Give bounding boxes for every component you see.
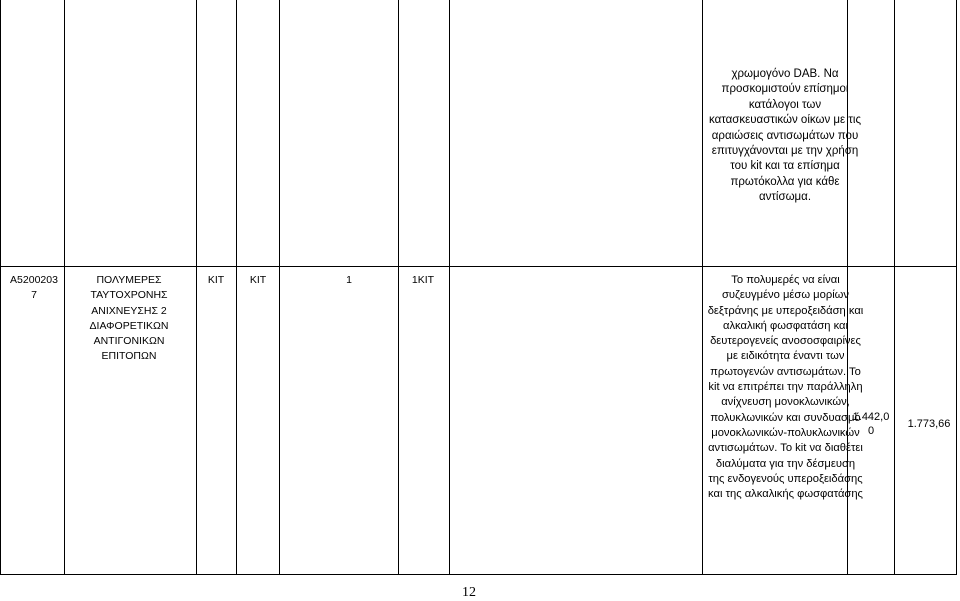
row-line-1: [0, 574, 957, 575]
col-line-4: [279, 0, 280, 575]
row2-unit: KIT: [207, 274, 225, 286]
row2-description: Το πολυμερές να είναι συζευγμένο μέσω μορίων δεξτράνης με υπεροξειδάση και αλκαλική φωσφατάση και δευτερογενείς ανοσοσφαιρίνες με ειδικότητα έναντι των πρωτογενών αντισωμάτων. Το kit να επιτρέπει την παράλληλη ανίχνευση μονοκλωνικών, πολυκλωνικών και συνδυασμό μονοκλωνικών-πολυκλωνικών αντισωμάτων. Το kit να διαθέτει διαλύματα για την δέσμευση της ενδογενούς υπεροξειδάσης και της αλκαλικής φωσφατάσης: [707, 274, 864, 501]
col-line-10: [956, 0, 957, 575]
col-line-2: [196, 0, 197, 575]
page-number: 12: [462, 585, 476, 600]
col-line-3: [236, 0, 237, 575]
row1-description: χρωμογόνο DAB. Να προσκομιστούν επίσημοι κατάλογοι των κατασκευαστικών οίκων με τις αραιώσεις αντισωμάτων που επιτυγχάνονται με την χρήση του kit και τα επίσημα πρωτόκολλα για κάθε αντίσωμα.: [709, 68, 861, 204]
col-line-6: [449, 0, 450, 575]
col-line-7: [702, 0, 703, 575]
col-line-9: [894, 0, 895, 575]
col-line-1: [64, 0, 65, 575]
row-line-0: [0, 266, 957, 267]
col-line-0: [0, 0, 1, 575]
row2-total: 1.773,66: [907, 418, 951, 430]
row2-name: ΠΟΛΥΜΕΡΕΣ ΤΑΥΤΟΧΡΟΝΗΣ ΑΝΙΧΝΕΥΣΗΣ 2 ΔΙΑΦΟΡΕΤΙΚΩΝ ΑΝΤΙΓΟΝΙΚΩΝ ΕΠΙΤΟΠΩΝ: [89, 274, 169, 363]
row2-package: KIT: [249, 274, 267, 286]
row2-unit-price: 1.442,0 0: [852, 411, 890, 437]
row2-quantity: 1: [346, 274, 352, 286]
row2-total-quantity: 1KIT: [411, 274, 435, 286]
row2-code: Α5200203 7: [10, 274, 58, 302]
col-line-5: [398, 0, 399, 575]
